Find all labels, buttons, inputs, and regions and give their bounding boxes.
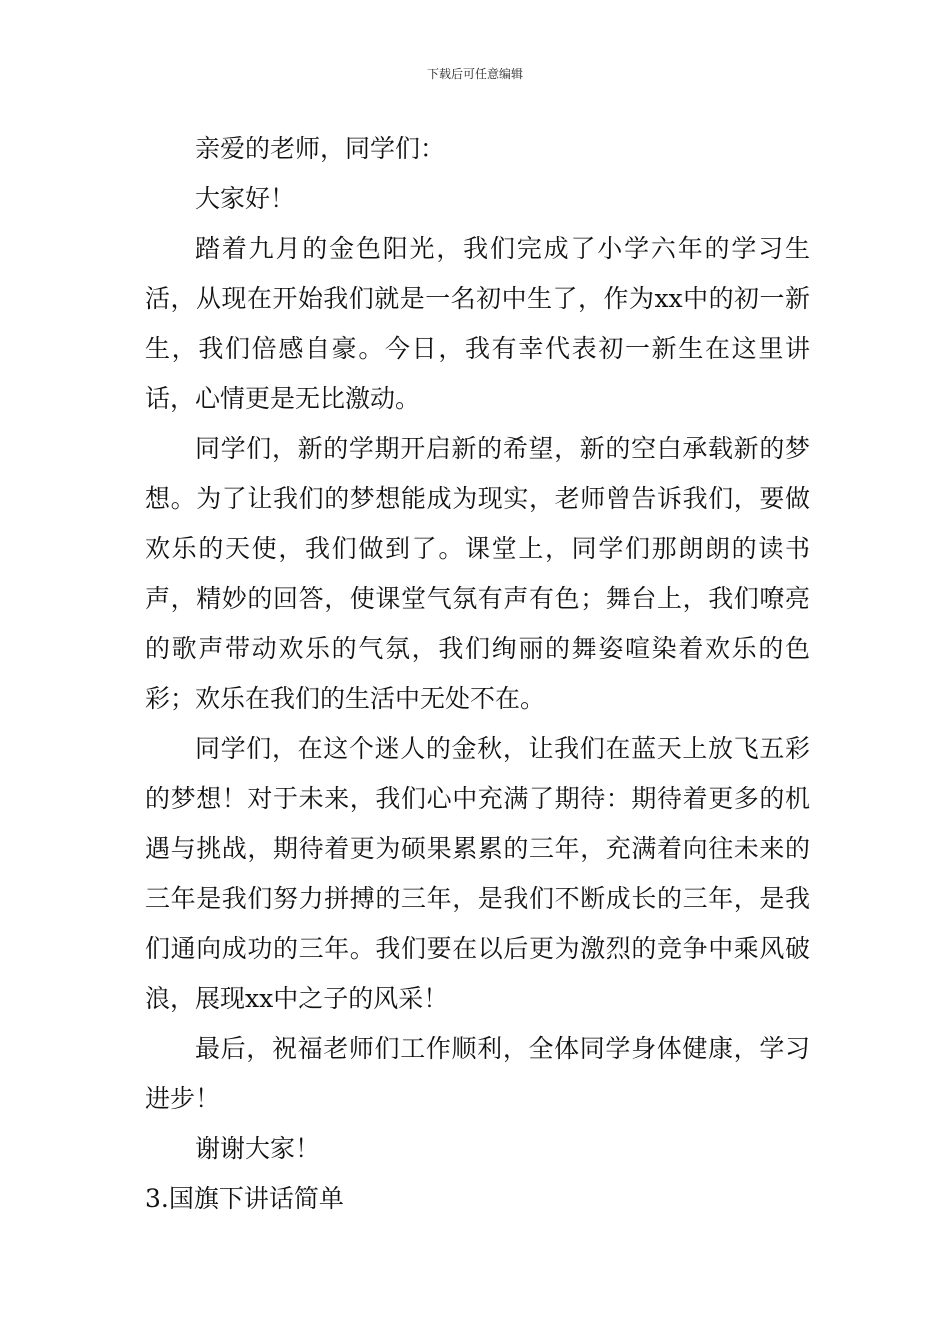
- page-header-note: 下载后可任意编辑: [426, 67, 523, 81]
- body-paragraph: 同学们，新的学期开启新的希望，新的空白承载新的梦想。为了让我们的梦想能成为现实，老师曾告诉我们，要做欢乐的天使，我们做到了。课堂上，同学们那朗朗的读书声，精妙的回答，使课堂气氛有声有色；舞台上，我们嘹亮的歌声带动欢乐的气氛，我们绚丽的舞姿喧染着欢乐的色彩；欢乐在我们的生活中无处不在。: [145, 434, 810, 713]
- thanks-line: 谢谢大家！: [195, 1134, 321, 1163]
- greeting: 大家好！: [195, 184, 296, 213]
- salutation: 亲爱的老师，同学们：: [195, 134, 446, 163]
- body-paragraph: 同学们，在这个迷人的金秋，让我们在蓝天上放飞五彩的梦想！对于未来，我们心中充满了期待：期待着更多的机遇与挑战，期待着更为硕果累累的三年，充满着向往未来的三年是我们努力拼搏的三年，是我们不断成长的三年，是我们通向成功的三年。我们要在以后更为激烈的竞争中乘风破浪，展现xx中之子的风采！: [145, 734, 810, 1013]
- body-paragraph: 踏着九月的金色阳光，我们完成了小学六年的学习生活，从现在开始我们就是一名初中生了，作为xx中的初一新生，我们倍感自豪。今日，我有幸代表初一新生在这里讲话，心情更是无比激动。: [145, 234, 810, 413]
- closing-paragraph: 最后，祝福老师们工作顺利，全体同学身体健康，学习进步！: [145, 1034, 810, 1113]
- document-body: [145, 124, 810, 1224]
- section-heading: 3.国旗下讲话简单: [145, 1184, 344, 1213]
